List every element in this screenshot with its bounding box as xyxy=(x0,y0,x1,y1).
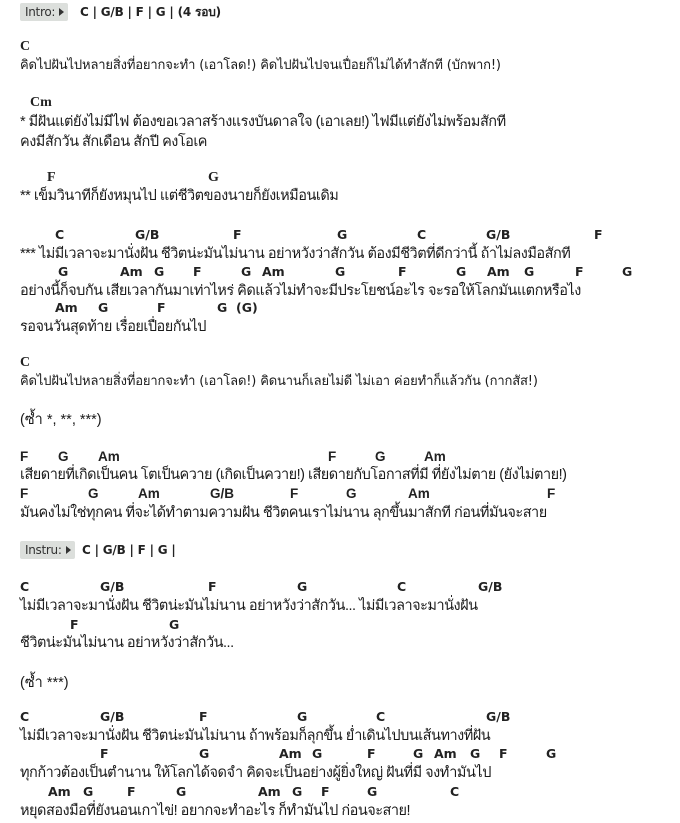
chord[interactable]: G xyxy=(470,746,481,761)
lyric-line: * มีฝันแต่ยังไม่มีไฟ ต้องขอเวลาสร้างแรงบันดาลใจ (เอาเลย!) ไฟมีแต่ยังไม่พร้อมสักที xyxy=(20,114,506,130)
chord[interactable]: G/B xyxy=(135,227,160,242)
instru-label: Instru: xyxy=(25,543,62,557)
chord[interactable]: F xyxy=(233,227,242,242)
chord[interactable]: G/B xyxy=(100,579,125,594)
play-arrow-icon xyxy=(66,546,71,554)
chord[interactable]: F xyxy=(499,746,508,761)
chord[interactable]: Am xyxy=(279,746,302,761)
chord[interactable]: G xyxy=(367,784,378,799)
chord[interactable]: C xyxy=(417,227,427,242)
lyric-line: อย่างนี้ก็จบกัน เสียเวลากันมาเท่าไหร่ คิดแล้วไม่ทำจะมีประโยชน์อะไร จะรอให้โลกมันแตกหรือไง xyxy=(20,283,581,299)
chord[interactable]: G xyxy=(58,449,69,464)
lyric-line: ทุกก้าวต้องเป็นตำนาน ให้โลกได้จดจำ คิดจะเป็นอย่างผู้ยิ่งใหญ่ ฝันที่มี จงทำมันไป xyxy=(20,765,491,781)
chord[interactable]: F xyxy=(127,784,136,799)
intro-label: Intro: xyxy=(25,5,56,19)
chord[interactable]: F xyxy=(321,784,330,799)
chord[interactable]: F xyxy=(20,486,29,501)
chord[interactable]: G xyxy=(292,784,303,799)
chord[interactable]: F xyxy=(100,746,109,761)
chord[interactable]: F xyxy=(398,264,407,279)
intro-chord-sequence: C | G/B | F | G | (4 รอบ) xyxy=(80,5,221,19)
chord[interactable]: C xyxy=(20,355,31,370)
chord[interactable]: G/B xyxy=(486,227,511,242)
chord[interactable]: G xyxy=(217,300,228,315)
lyric-line: ** เข็มวินาทีก็ยังหมุนไป แต่ชีวิตของนายก็ยังเหมือนเดิม xyxy=(20,188,339,204)
chord[interactable]: (G) xyxy=(236,300,258,315)
chord[interactable]: F xyxy=(575,264,584,279)
chord[interactable]: C xyxy=(20,39,31,54)
intro-badge[interactable] xyxy=(20,3,68,21)
lyric-line: คิดไปฝันไปหลายสิ่งที่อยากจะทำ (เอาโลด!) คิดนานก็เลยไม่ดี ไม่เอา ค่อยทำก็แล้วกัน (กากสัส!) xyxy=(20,374,538,389)
chord[interactable]: G xyxy=(88,486,99,501)
chord[interactable]: G xyxy=(241,264,252,279)
chord[interactable]: G xyxy=(297,709,308,724)
lyric-line: คิดไปฝันไปหลายสิ่งที่อยากจะทำ (เอาโลด!) คิดไปฝันไปจนเปื่อยก็ไม่ได้ทำสักที (บักพาก!) xyxy=(20,58,501,73)
play-arrow-icon xyxy=(59,8,64,16)
lyric-line: มันคงไม่ใช่ทุกคน ที่จะได้ทำตามความฝัน ชีวิตคนเราไม่นาน ลุกขึ้นมาสักที ก่อนที่มันจะสาย xyxy=(20,505,547,521)
chord[interactable]: G xyxy=(346,486,357,501)
chord[interactable]: F xyxy=(208,579,217,594)
chord[interactable]: Am xyxy=(138,486,160,501)
chord[interactable]: F xyxy=(47,170,56,185)
chord[interactable]: F xyxy=(290,486,299,501)
chord[interactable]: F xyxy=(328,449,337,464)
chord[interactable]: Am xyxy=(98,449,120,464)
chord[interactable]: Cm xyxy=(30,95,52,110)
lyric-line: หยุดสองมือที่ยังนอนเกาไข่! อยากจะทำอะไร ก็ทำมันไป ก่อนจะสาย! xyxy=(20,803,411,819)
lyric-line: ชีวิตน่ะมันไม่นาน อย่าหวังว่าสักวัน... xyxy=(20,635,234,651)
chord[interactable]: F xyxy=(547,486,556,501)
chord[interactable]: G xyxy=(312,746,323,761)
chord[interactable]: G xyxy=(546,746,557,761)
lyric-line: ไม่มีเวลาจะมานั่งฝัน ชีวิตน่ะมันไม่นาน อย่าหวังว่าสักวัน... ไม่มีเวลาจะมานั่งฝัน xyxy=(20,598,478,614)
repeat-note: (ซ้ำ ***) xyxy=(20,675,69,691)
chord[interactable]: F xyxy=(367,746,376,761)
chord[interactable]: G xyxy=(297,579,308,594)
chord[interactable]: G xyxy=(154,264,165,279)
chord[interactable]: F xyxy=(20,449,29,464)
lyric-line: รอจนวันสุดท้าย เรื่อยเปื่อยกันไป xyxy=(20,319,206,335)
chord[interactable]: C xyxy=(55,227,65,242)
chord[interactable]: Am xyxy=(424,449,446,464)
chord[interactable]: G xyxy=(176,784,187,799)
chord[interactable]: Am xyxy=(258,784,281,799)
chord[interactable]: G xyxy=(169,617,180,632)
chord[interactable]: G xyxy=(208,170,219,185)
chord[interactable]: C xyxy=(20,709,30,724)
lyric-line: ไม่มีเวลาจะมานั่งฝัน ชีวิตน่ะมันไม่นาน ถ้าพร้อมก็ลุกขึ้น ย่ำเดินไปบนเส้นทางที่ฝัน xyxy=(20,728,491,744)
chord[interactable]: Am xyxy=(408,486,430,501)
chord[interactable]: G xyxy=(98,300,109,315)
chord[interactable]: Am xyxy=(487,264,510,279)
chord[interactable]: F xyxy=(193,264,202,279)
chord[interactable]: G xyxy=(199,746,210,761)
chord[interactable]: Am xyxy=(262,264,285,279)
chord[interactable]: F xyxy=(594,227,603,242)
lyric-line: เสียดายที่เกิดเป็นคน โตเป็นควาย (เกิดเป็นควาย!) เสียดายกับโอกาสที่มี ที่ยังไม่ตาย (ยังไม่ตาย!) xyxy=(20,467,567,483)
chord[interactable]: G xyxy=(375,449,386,464)
chord[interactable]: Am xyxy=(55,300,78,315)
chord[interactable]: C xyxy=(20,579,30,594)
chord[interactable]: Am xyxy=(48,784,71,799)
chord[interactable]: G/B xyxy=(486,709,511,724)
lyric-line: คงมีสักวัน สักเดือน สักปี คงโอเค xyxy=(20,134,207,150)
chord[interactable]: G xyxy=(524,264,535,279)
chord[interactable]: G xyxy=(335,264,346,279)
instru-badge[interactable] xyxy=(20,541,75,559)
chord[interactable]: G xyxy=(83,784,94,799)
chord[interactable]: C xyxy=(376,709,386,724)
chord[interactable]: G xyxy=(58,264,69,279)
chord[interactable]: C xyxy=(450,784,460,799)
lyric-line: *** ไม่มีเวลาจะมานั่งฝัน ชีวิตน่ะมันไม่นาน อย่าหวังว่าสักวัน ต้องมีชีวิตที่ดีกว่านี้ ถ้าไม่ลงมือสักที xyxy=(20,246,571,262)
chord[interactable]: F xyxy=(70,617,79,632)
chord[interactable]: G/B xyxy=(478,579,503,594)
chord[interactable]: F xyxy=(157,300,166,315)
chord[interactable]: G/B xyxy=(210,486,235,501)
instru-chord-sequence: C | G/B | F | G | xyxy=(82,543,176,557)
chord[interactable]: G xyxy=(456,264,467,279)
chord[interactable]: Am xyxy=(434,746,457,761)
chord[interactable]: Am xyxy=(120,264,143,279)
chord[interactable]: F xyxy=(199,709,208,724)
chord[interactable]: C xyxy=(397,579,407,594)
chord[interactable]: G xyxy=(413,746,424,761)
chord[interactable]: G/B xyxy=(100,709,125,724)
repeat-note: (ซ้ำ *, **, ***) xyxy=(20,412,102,428)
chord[interactable]: G xyxy=(337,227,348,242)
chord[interactable]: G xyxy=(622,264,633,279)
